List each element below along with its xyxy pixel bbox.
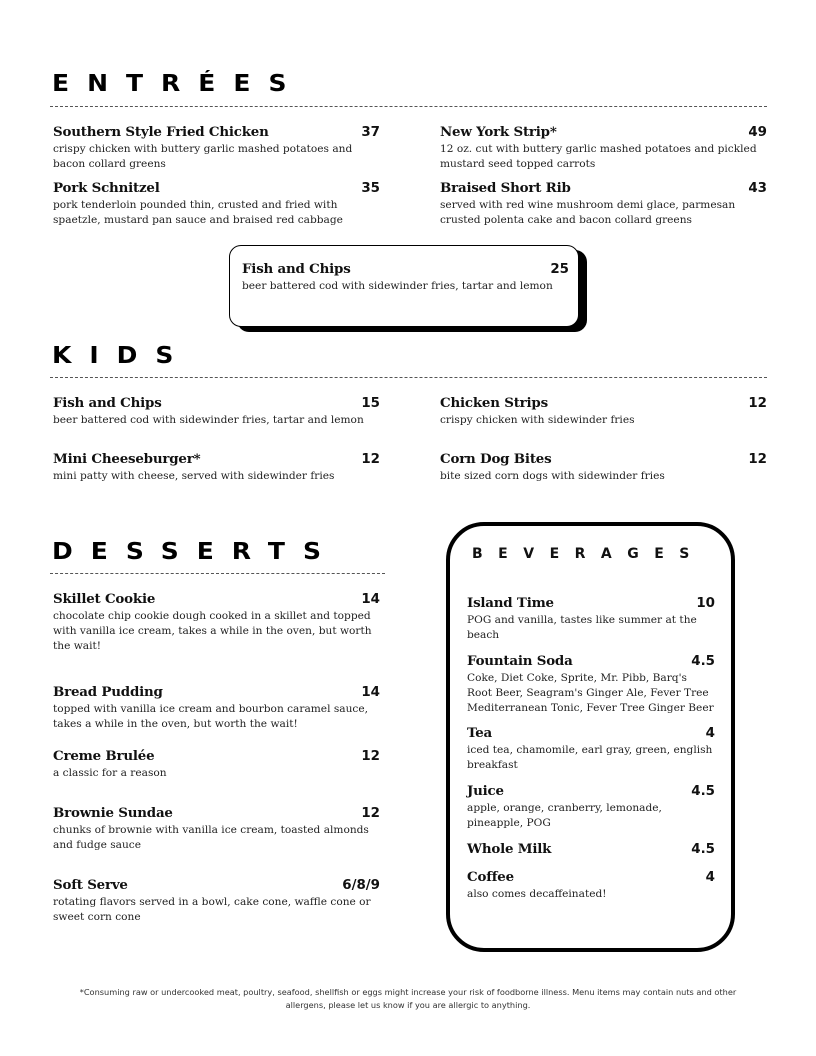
item-name: New York Strip* [440,124,557,140]
item-price: 25 [550,262,569,277]
item-price: 12 [748,452,767,467]
kids-divider [50,377,767,378]
item-name: Corn Dog Bites [440,451,552,467]
item-price: 4 [705,726,715,741]
item-name: Braised Short Rib [440,180,571,196]
item-name: Pork Schnitzel [53,180,160,196]
item-description: crispy chicken with sidewinder fries [440,414,635,426]
item-name: Island Time [467,595,554,611]
menu-item [53,395,380,428]
menu-item [53,451,380,484]
entrees-divider [50,106,767,107]
allergen-disclaimer: *Consuming raw or undercooked meat, poultry, seafood, shellfish or eggs might increase your risk of foodborne illness. Menu items may contain nuts and other allergens, please let us know if you are allergic to anything. [79,987,737,1010]
item-price: 35 [361,181,380,196]
item-description: apple, orange, cranberry, lemonade, pineapple, POG [467,802,662,829]
item-name: Whole Milk [467,841,552,857]
menu-item [53,124,380,172]
menu-item [440,180,767,228]
beverages-heading: BEVERAGES [472,546,705,562]
item-name: Chicken Strips [440,395,548,411]
featured-item [242,261,569,294]
item-name: Coffee [467,869,514,885]
item-description: chocolate chip cookie dough cooked in a skillet and topped with vanilla ice cream, takes a while in the oven, but worth the wait! [53,610,372,652]
kids-heading: KIDS [52,342,192,369]
item-name: Juice [467,783,504,799]
item-name: Soft Serve [53,877,128,893]
item-price: 4.5 [691,654,715,669]
menu-item [53,180,380,228]
menu-item [53,748,380,781]
item-description: chunks of brownie with vanilla ice cream, toasted almonds and fudge sauce [53,824,369,851]
item-price: 4.5 [691,784,715,799]
item-name: Fish and Chips [53,395,162,411]
item-price: 14 [361,685,380,700]
item-price: 14 [361,592,380,607]
menu-item [467,725,715,773]
item-description: beer battered cod with sidewinder fries, tartar and lemon [53,414,364,426]
entrees-heading: ENTRÉES [52,70,305,97]
menu-item [467,653,715,716]
menu-item [440,124,767,172]
item-description: pork tenderloin pounded thin, crusted and fried with spaetzle, mustard pan sauce and braised red cabbage [53,199,343,226]
menu-item [53,684,380,732]
menu-item [53,805,380,853]
item-name: Brownie Sundae [53,805,173,821]
item-price: 15 [361,396,380,411]
item-description: crispy chicken with buttery garlic mashed potatoes and bacon collard greens [53,143,353,170]
item-description: topped with vanilla ice cream and bourbon caramel sauce, takes a while in the oven, but worth the wait! [53,703,368,730]
item-price: 4 [705,870,715,885]
item-name: Tea [467,725,493,741]
item-price: 43 [748,181,767,196]
item-price: 12 [361,452,380,467]
item-description: Coke, Diet Coke, Sprite, Mr. Pibb, Barq's Root Beer, Seagram's Ginger Ale, Fever Tree Mediterranean Tonic, Fever Tree Ginger Beer [467,672,714,714]
item-name: Southern Style Fried Chicken [53,124,269,140]
item-description: POG and vanilla, tastes like summer at the beach [467,614,697,641]
item-price: 6/8/9 [342,878,380,893]
menu-item [467,841,715,857]
item-name: Mini Cheeseburger* [53,451,201,467]
item-price: 10 [696,596,715,611]
item-price: 4.5 [691,842,715,857]
desserts-divider [50,573,385,574]
item-description: 12 oz. cut with buttery garlic mashed potatoes and pickled mustard seed topped carrots [440,143,757,170]
item-description: iced tea, chamomile, earl gray, green, english breakfast [467,744,713,771]
desserts-heading: DESSERTS [52,538,339,565]
menu-item [440,451,767,484]
menu-item [53,877,380,925]
item-description: a classic for a reason [53,767,167,779]
menu-item [53,591,380,654]
item-name: Bread Pudding [53,684,163,700]
item-name: Creme Brulée [53,748,155,764]
item-description: mini patty with cheese, served with sidewinder fries [53,470,335,482]
item-name: Fountain Soda [467,653,573,669]
menu-item [467,869,715,902]
item-description: beer battered cod with sidewinder fries, tartar and lemon [242,280,553,292]
item-price: 49 [748,125,767,140]
menu-item [467,783,715,831]
item-description: bite sized corn dogs with sidewinder fries [440,470,665,482]
item-name: Skillet Cookie [53,591,156,607]
item-price: 12 [748,396,767,411]
item-description: also comes decaffeinated! [467,888,607,900]
item-description: served with red wine mushroom demi glace, parmesan crusted polenta cake and bacon collard greens [440,199,736,226]
item-price: 37 [361,125,380,140]
item-description: rotating flavors served in a bowl, cake cone, waffle cone or sweet corn cone [53,896,371,923]
menu-item [467,595,715,643]
item-name: Fish and Chips [242,261,351,277]
item-price: 12 [361,806,380,821]
menu-item [440,395,767,428]
item-price: 12 [361,749,380,764]
